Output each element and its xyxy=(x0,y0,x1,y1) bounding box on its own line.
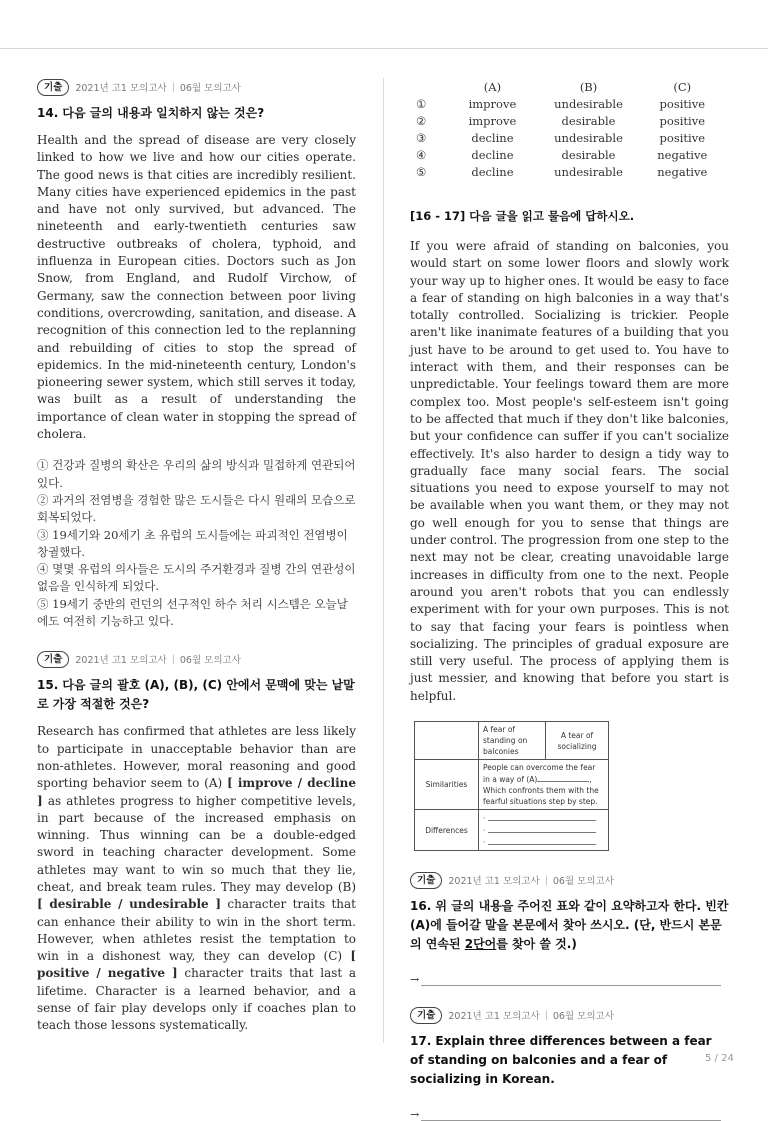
answer-a: improve xyxy=(468,113,517,128)
source-badge: 기출 xyxy=(410,1007,442,1024)
header-b: (B) xyxy=(579,79,598,94)
q15-option-b: [ desirable / undesirable ] xyxy=(37,897,222,912)
q16-title xyxy=(410,897,729,954)
q15-title: 15. 다음 글의 괄호 (A), (B), (C) 안에서 문맥에 맞는 낱말로 가장 적절한 것은? xyxy=(37,678,355,712)
answer-number: ① xyxy=(416,96,427,111)
q14-choice-5[interactable]: ⑤ 19세기 중반의 런던의 선구적인 하수 처리 시스템은 오늘날에도 여전히 기능하고 있다. xyxy=(37,596,348,629)
exam-year: 2021년 고1 모의고사 xyxy=(448,1011,540,1023)
answer-c: negative xyxy=(657,147,708,162)
section-16-17-passage: If you were afraid of standing on balconies, you would start on some lower floors and slowly work your way up to higher ones. It would be easy to face a fear of standing on high balconies in a way that's totally controlled. Socializing is trickier. People aren't like inanimate features of a building that you just have to be around to get used to. You have to interact with them, and their responses can be unpredictable. Your feelings toward them are more complex too. Most people's self-esteem isn't going to be affected that much if they don't like balconies, but your confidence can suffer if you can't socialize effectively. It's also harder to design a tidy way to gradually face many social fears. The social situations you need to expose yourself to may not be available when you want them, or they may not go well enough for you to sense that things are under control. The progression from one step to the next may not be clear, creating unavoidable large increases in difficulty from one to the next. People around you aren't robots that you can endlessly experiment with for your own purposes. This is not to say that facing your fears is pointless when socializing. The principles of gradual exposure are still very useful. The process of applying them is just messier, and knowing that before you start is helpful. xyxy=(410,239,729,703)
answer-b: undesirable xyxy=(554,130,623,145)
answer-c: negative xyxy=(657,164,708,179)
meta-separator: | xyxy=(171,653,175,665)
q15-text-4: character traits that last a lifetime. Character is a learned behavior, and a sense of fair play develops only if coaches plan to teach those lessons systematically. xyxy=(37,966,356,1033)
answer-c: positive xyxy=(659,130,706,145)
answer-a: decline xyxy=(471,147,514,162)
answer-row-3[interactable] xyxy=(416,129,729,146)
summary-table xyxy=(414,721,609,851)
summary-similarities-cell xyxy=(479,760,609,810)
answer-b: undesirable xyxy=(554,96,623,111)
blank-a-field[interactable] xyxy=(537,773,592,785)
summary-differences-label: Differences xyxy=(415,810,479,851)
arrow-icon: → xyxy=(410,973,420,987)
summary-differences-row xyxy=(415,810,609,851)
summary-line-2-comma: , xyxy=(589,775,592,785)
section-16-17-heading: [16 - 17] 다음 글을 읽고 물음에 답하시오. xyxy=(410,209,635,223)
summary-header-socializing: A tear of socializing xyxy=(546,722,609,760)
answer-table-header xyxy=(416,78,729,95)
answer-b: desirable xyxy=(561,113,616,128)
exam-month: 06월 모의고사 xyxy=(179,655,241,667)
q17-title: 17. Explain three differences between a fear of standing on balconies and a fear of socializing in Korean. xyxy=(410,1034,712,1087)
summary-header-balconies: A fear of standing on balconies xyxy=(479,722,546,760)
answer-number: ④ xyxy=(416,147,427,162)
exam-month: 06월 모의고사 xyxy=(552,1011,614,1023)
q15-text-1: Research has confirmed that athletes are less likely to participate in unacceptable behavior than are non-athletes. However, moral reasoning and good sporting behavior seem to (A) xyxy=(37,724,356,791)
summary-line-4: fearful situations step by step. xyxy=(483,797,598,807)
answer-number: ③ xyxy=(416,130,427,145)
summary-line-3: Which confronts them with the xyxy=(483,786,599,796)
answer-a: decline xyxy=(471,164,514,179)
answer-row-2[interactable] xyxy=(416,112,729,129)
q16-answer-field[interactable] xyxy=(421,977,721,986)
summary-similarities-row xyxy=(415,760,609,810)
bullet: · xyxy=(483,838,486,848)
q14-passage: Health and the spread of disease are very closely linked to how we live and how our cities operate. The good news is that cities are incredibly resilient. Many cities have experienced epidemics in the past and have not only survived, but advanced. The nineteenth and early-twentieth centuries saw destructive outbreaks of cholera, typhoid, and influenza in European cities. Doctors such as Jon Snow, from England, and Rudolf Virchow, of Germany, saw the connection between poor living conditions, overcrowding, sanitation, and disease. A recognition of this connection led to the replanning and rebuilding of cities to stop the spread of epidemics. In the mid-nineteenth century, London's pioneering sewer system, which still serves it today, was built as a result of understanding the importance of clean water in stopping the spread of cholera. xyxy=(37,133,356,442)
answer-a: decline xyxy=(471,130,514,145)
header-a: (A) xyxy=(483,79,502,94)
q14-choices xyxy=(37,457,356,630)
answer-a: improve xyxy=(468,96,517,111)
header-rule xyxy=(0,48,768,49)
q15-text-2: as athletes progress to higher competitive levels, in part because of the increased emphasis on winning. Thus winning can be a double-edged sword in teaching character development. Some athletes may want to win so much that they lie, cheat, and break team rules. They may develop (B) xyxy=(37,793,356,894)
q15-option-c: [ positive / negative ] xyxy=(37,949,356,981)
difference-blank[interactable] xyxy=(488,824,596,833)
exam-year: 2021년 고1 모의고사 xyxy=(448,876,540,888)
right-column xyxy=(410,78,729,1121)
q17-source-line xyxy=(410,1006,729,1024)
answer-c: positive xyxy=(659,113,706,128)
exam-year: 2021년 고1 모의고사 xyxy=(75,655,167,667)
q16-source-line xyxy=(410,871,729,889)
difference-line-2[interactable] xyxy=(483,824,604,836)
source-badge: 기출 xyxy=(410,872,442,889)
difference-line-1[interactable] xyxy=(483,812,604,824)
q15-passage xyxy=(37,723,356,1034)
exam-year: 2021년 고1 모의고사 xyxy=(75,83,167,94)
answer-b: undesirable xyxy=(554,164,623,179)
answer-row-1[interactable] xyxy=(416,95,729,112)
summary-header-row xyxy=(415,722,609,760)
q14-source-line xyxy=(37,78,356,96)
arrow-icon: → xyxy=(410,1108,420,1121)
answer-number: ② xyxy=(416,113,427,128)
answer-number: ⑤ xyxy=(416,164,427,179)
q16-title-pre: 16. 위 글의 내용을 주어진 표와 같이 요약하고자 한다. 빈칸 (A)에 들어갈 말을 본문에서 찾아 쓰시오. (단, 반드시 본문의 연속된 xyxy=(410,899,729,952)
difference-line-3[interactable] xyxy=(483,836,604,848)
q14-choice-2[interactable]: ② 과거의 전염병을 경험한 많은 도시들은 다시 원래의 모습으로 회복되었다. xyxy=(37,492,356,525)
source-badge: 기출 xyxy=(37,79,69,96)
answer-row-5[interactable] xyxy=(416,163,729,180)
q16-answer-line[interactable] xyxy=(410,972,729,986)
answer-row-4[interactable] xyxy=(416,146,729,163)
header-c: (C) xyxy=(673,79,692,94)
summary-similarities-label: Similarities xyxy=(415,760,479,810)
summary-corner xyxy=(415,722,479,760)
q17-answer-line[interactable] xyxy=(410,1107,729,1121)
q16-title-post: 를 찾아 쓸 것.) xyxy=(496,937,577,952)
page-number: 5 / 24 xyxy=(705,1053,734,1064)
q15-answer-table xyxy=(416,78,729,180)
q14-choice-3[interactable]: ③ 19세기와 20세기 초 유럽의 도시들에는 파괴적인 전염병이 창궐했다. xyxy=(37,527,348,559)
summary-line-2 xyxy=(483,773,604,785)
left-column xyxy=(37,78,356,1035)
q16-title-underline: 2단어 xyxy=(464,937,497,952)
difference-blank[interactable] xyxy=(488,836,596,845)
bullet: · xyxy=(483,826,486,836)
summary-line-1: People can overcome the fear xyxy=(483,763,596,773)
q15-source-line xyxy=(37,650,356,668)
meta-separator: | xyxy=(544,874,548,886)
exam-month: 06월 모의고사 xyxy=(552,876,614,888)
answer-c: positive xyxy=(659,96,706,111)
summary-differences-cell xyxy=(479,810,609,851)
meta-separator: | xyxy=(171,81,175,93)
q14-title: 14. 다음 글의 내용과 일치하지 않는 것은? xyxy=(37,106,265,120)
meta-separator: | xyxy=(544,1009,548,1021)
q17-answer-field[interactable] xyxy=(421,1112,721,1121)
answer-b: desirable xyxy=(561,147,616,162)
difference-blank[interactable] xyxy=(488,812,596,821)
q14-choice-1[interactable]: ① 건강과 질병의 확산은 우리의 삶의 방식과 밀접하게 연관되어 있다. xyxy=(37,458,356,490)
exam-month: 06월 모의고사 xyxy=(179,83,241,94)
q15-text-3: character traits that can enhance their ability to win in the short term. However, when athletes resist the temptation to win in a dishonest way, they can develop (C) xyxy=(37,897,356,964)
bullet: · xyxy=(483,814,486,824)
column-divider xyxy=(383,78,384,1043)
source-badge: 기출 xyxy=(37,651,69,668)
summary-line-2-text: in a way of (A) xyxy=(483,775,538,785)
q14-choice-4[interactable]: ④ 몇몇 유럽의 의사들은 도시의 주거환경과 질병 간의 연관성이 없음을 인식하게 되었다. xyxy=(37,562,356,594)
q15-option-a: [ improve / decline ] xyxy=(37,776,356,808)
